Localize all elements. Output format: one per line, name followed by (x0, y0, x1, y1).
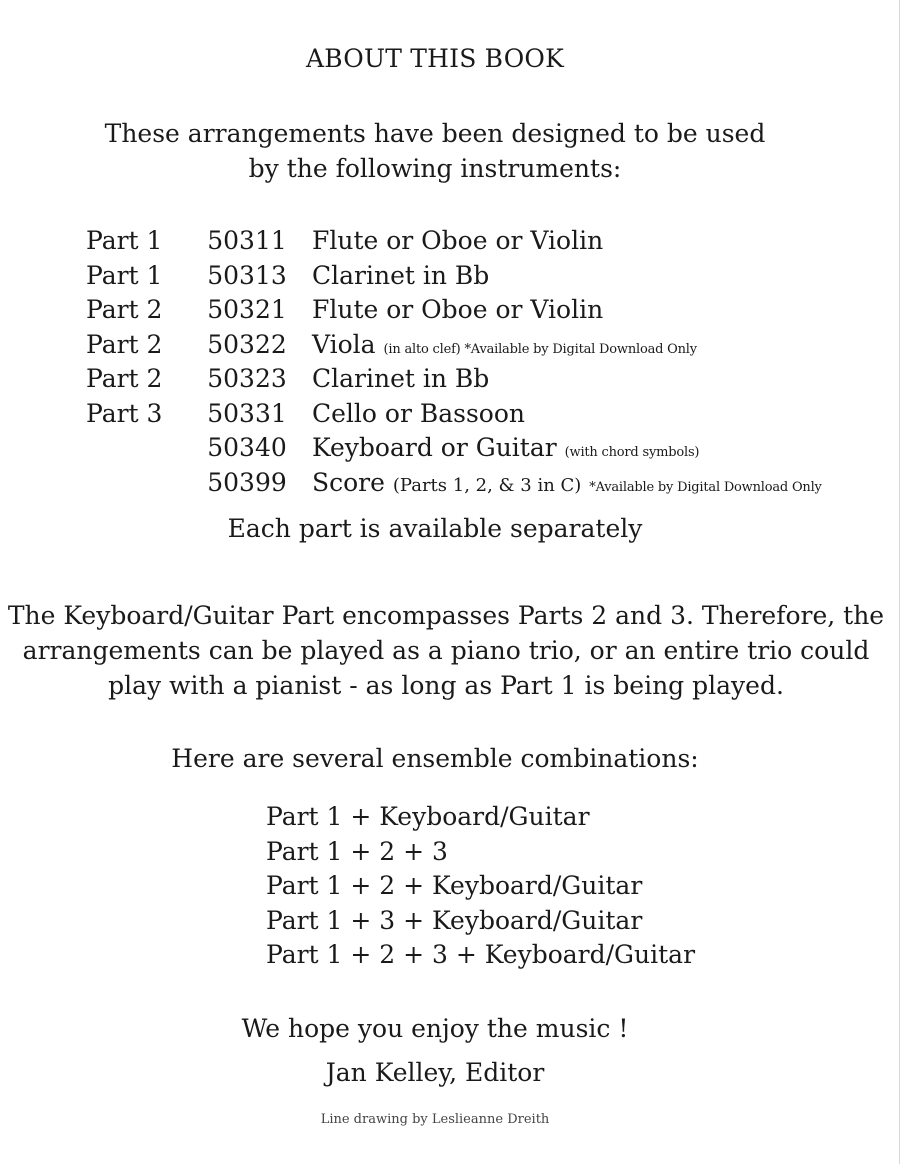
product-code: 50311 (207, 226, 287, 255)
instrument-label: Clarinet in Bb (312, 260, 490, 290)
combination-item: Part 1 + 2 + 3 (266, 836, 448, 866)
editor-signature: Jan Kelley, Editor (325, 1058, 545, 1087)
instrument-name (312, 399, 525, 428)
intro-line: These arrangements have been designed to be used (104, 119, 766, 148)
part-number: Part 1 (86, 260, 163, 290)
instrument-note: (with chord symbols) (564, 445, 700, 460)
part-number: Part 2 (86, 329, 163, 359)
instrument-note: *Available by Digital Download Only (589, 479, 822, 495)
instrument-name (312, 364, 489, 393)
part-number: Part 2 (86, 364, 163, 393)
page-title: ABOUT THIS BOOK (305, 44, 564, 73)
instrument-name (312, 433, 699, 462)
combination-item: Part 1 + 2 + Keyboard/Guitar (266, 871, 643, 900)
instrument-label: Viola (312, 329, 376, 359)
paragraph-line: arrangements can be played as a piano trio, or an entire trio could (22, 636, 870, 665)
product-code: 50331 (207, 398, 287, 428)
combination-item: Part 1 + Keyboard/Guitar (266, 802, 590, 831)
part-row (86, 226, 846, 261)
part-row (86, 364, 846, 399)
combination-item: Part 1 + 3 + Keyboard/Guitar (266, 905, 643, 935)
instrument-label: Keyboard or Guitar (312, 433, 557, 462)
part-row (86, 468, 846, 503)
instrument-label: Flute or Oboe or Violin (312, 295, 604, 324)
instrument-note: (in alto clef) *Available by Digital Download Only (383, 341, 697, 357)
instrument-name (312, 468, 822, 497)
instrument-label: Clarinet in Bb (312, 364, 490, 393)
paragraph-line: play with a pianist - as long as Part 1 is being played. (108, 671, 784, 700)
product-code: 50322 (207, 329, 287, 359)
product-code: 50399 (207, 467, 287, 497)
intro-paragraph (0, 116, 870, 186)
part-number: Part 2 (86, 295, 163, 324)
part-row (86, 433, 846, 468)
combinations-list (266, 800, 695, 973)
instrument-detail: (Parts 1, 2, & 3 in C) (392, 474, 582, 496)
part-row (86, 261, 846, 296)
product-code: 50323 (207, 364, 287, 393)
keyboard-paragraph (0, 598, 892, 703)
product-code: 50340 (207, 433, 287, 462)
parts-list (86, 226, 846, 502)
instrument-label: Flute or Oboe or Violin (312, 226, 604, 255)
instrument-label: Cello or Bassoon (312, 398, 526, 428)
product-code: 50313 (207, 260, 287, 290)
paragraph-line: The Keyboard/Guitar Part encompasses Parts 2 and 3. Therefore, the (7, 601, 885, 630)
combination-item: Part 1 + 2 + 3 + Keyboard/Guitar (266, 940, 696, 969)
illustration-credit: Line drawing by Leslieanne Dreith (320, 1112, 550, 1127)
part-row (86, 399, 846, 434)
product-code: 50321 (207, 295, 287, 324)
instrument-label: Score (312, 467, 385, 497)
part-number: Part 1 (86, 226, 163, 255)
instrument-name (312, 261, 489, 290)
part-number: Part 3 (86, 398, 163, 428)
combinations-heading: Here are several ensemble combinations: (171, 744, 699, 773)
part-row (86, 295, 846, 330)
availability-note: Each part is available separately (227, 514, 643, 543)
instrument-name (312, 295, 603, 324)
instrument-name (312, 330, 697, 359)
intro-line: by the following instruments: (248, 154, 622, 183)
part-row (86, 330, 846, 365)
closing-message: We hope you enjoy the music ! (241, 1014, 629, 1043)
instrument-name (312, 226, 603, 255)
